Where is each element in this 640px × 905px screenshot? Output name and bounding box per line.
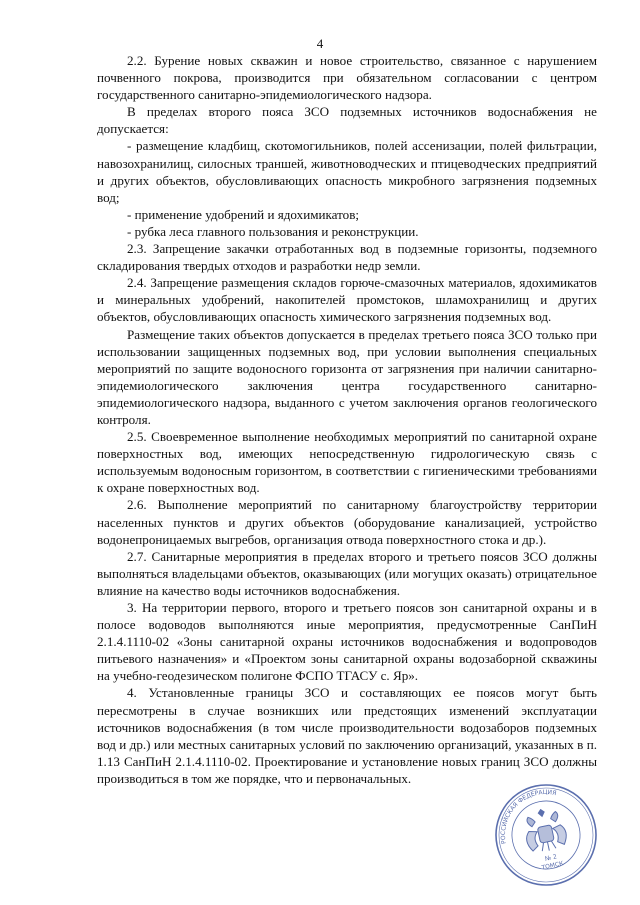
list-item-fertilizers: - применение удобрений и ядохимикатов; [127,206,360,222]
paragraph-2-4: 2.4. Запрещение размещения складов горюче-смазочных материалов, ядохимикатов и минеральных удобрений, накопителей промстоков, шламохранилищ и других объектов, обусловливающих опасность химического загрязнения подземных вод. [97,275,597,325]
paragraph-zone3-placement: Размещение таких объектов допускается в пределах третьего пояса ЗСО только при использовании защищенных подземных вод, при условии выполнения специальных мероприятий по защите водоносного горизонта от загрязнения при наличии санитарно-эпидемиологического заключения центра государственного санитарно-эпидемиологического надзора, выданного с учетом заключения органов геологического контроля. [97,326,597,427]
seal-number: № 2 [544,853,558,863]
paragraph-2-7: 2.7. Санитарные мероприятия в пределах второго и третьего поясов ЗСО должны выполняться владельцами объектов, оказывающих (или могущих оказать) отрицательное влияние на качество воды источников водоснабжения. [97,548,597,598]
paragraph-2-2: 2.2. Бурение новых скважин и новое строительство, связанное с нарушением почвенного покрова, производится при обязательном согласовании с центром государственного санитарно-эпидемиологического надзора. [97,53,597,103]
seal-ring-text: РОССИЙСКАЯ ФЕДЕРАЦИЯ [499,788,557,845]
list-item-cemeteries: - размещение кладбищ, скотомогильников, полей ассенизации, полей фильтрации, навозохранилищ, силосных траншей, животноводческих и птицеводческих предприятий и других объектов, обусловливающих опасность микробного загрязнения подземных вод; [97,138,597,205]
eagle-emblem-icon [521,805,569,854]
paragraph-4: 4. Установленные границы ЗСО и составляющих ее поясов могут быть пересмотрены в случае возникших или предстоящих изменений эксплуатации источников водоснабжения (в том числе производительности водозаборов подземных вод и др.) или местных санитарных условий по заключению организаций, указанных в п. 1.13 СанПиН 2.1.4.1110-02. Проектирование и установление новых границ ЗСО должны производиться в том же порядке, что и первоначальных. [97,685,597,786]
seal-graphic [486,780,606,890]
paragraph-2-3: 2.3. Запрещение закачки отработанных вод в подземные горизонты, подземного складирования твердых отходов и разработки недр земли. [97,241,597,274]
official-seal [486,780,606,890]
page-number: 4 [316,36,324,51]
paragraph-2-6: 2.6. Выполнение мероприятий по санитарному благоустройству территории населенных пунктов и других объектов (оборудование канализацией, устройство водонепроницаемых выгребов, организация отвода поверхностного стока и др.). [97,497,597,547]
paragraph-zone2-intro: В пределах второго пояса ЗСО подземных источников водоснабжения не допускается: [97,104,597,137]
document-body [97,52,597,787]
paragraph-3: 3. На территории первого, второго и третьего поясов зон санитарной охраны и в полосе водоводов выполняются иные мероприятия, предусмотренные СанПиН 2.1.4.1110-02 «Зоны санитарной охраны источников водоснабжения и водопроводов питьевого назначения» и «Проектом зоны санитарной охраны водозаборной скважины на учебно-геодезическом полигоне ФСПО ТГАСУ с. Яр». [97,600,597,684]
paragraph-2-5: 2.5. Своевременное выполнение необходимых мероприятий по санитарной охране поверхностных вод, имеющих непосредственную гидрологическую связь с используемым водоносным горизонтом, в соответствии с гигиеническими требованиями к охране поверхностных вод. [97,429,597,496]
list-item-logging: - рубка леса главного пользования и реконструкции. [127,223,419,239]
seal-region: ТОМСК [541,860,565,872]
